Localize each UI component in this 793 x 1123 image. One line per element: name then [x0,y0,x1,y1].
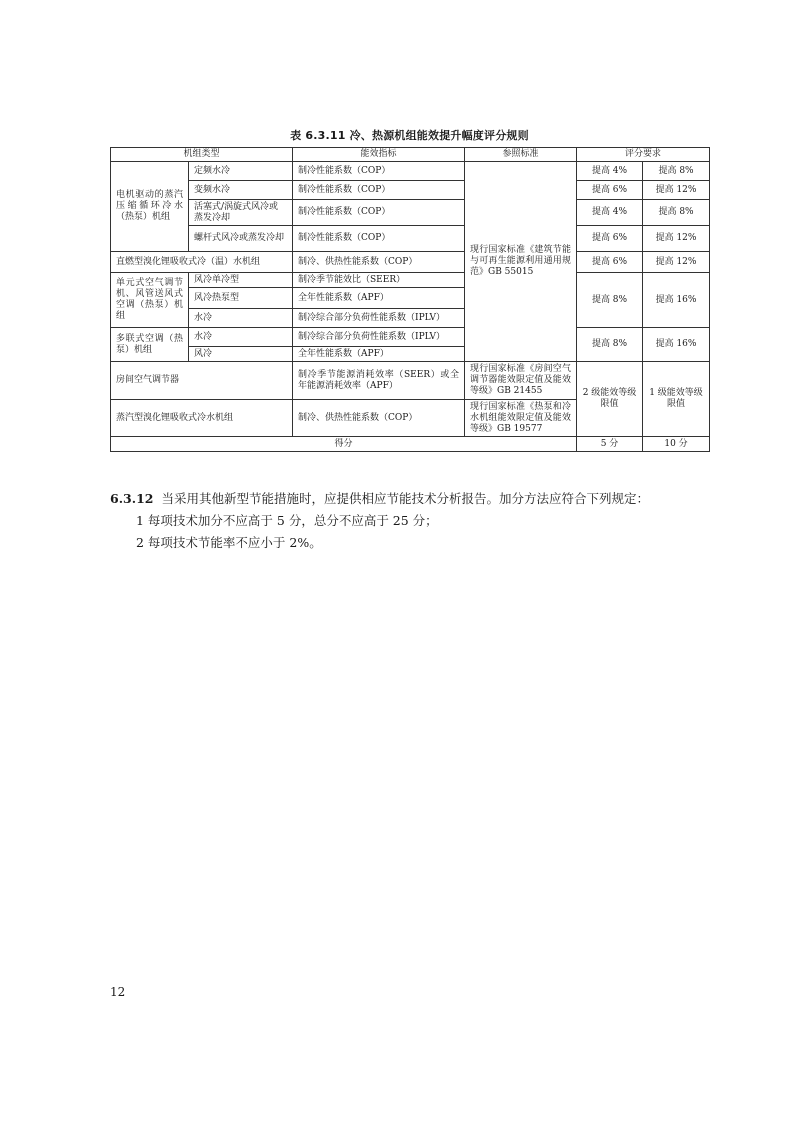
req2-cell: 提高 16% [643,273,710,328]
table-row [111,362,710,400]
score-row [111,437,710,452]
req2-cell: 提高 16% [643,328,710,362]
req1-cell: 提高 4% [577,162,643,181]
index-cell: 制冷季节能源消耗效率（SEER）或全年能源消耗效率（APF） [293,362,465,400]
ref-cell: 现行国家标准《房间空气调节器能效限定值及能效等级》GB 21455 [465,362,577,400]
sub-type: 水冷 [189,309,293,328]
sub-type: 变频水冷 [189,181,293,200]
req2-cell: 提高 8% [643,200,710,226]
req1-cell: 2 级能效等级限值 [577,362,643,437]
index-cell: 制冷性能系数（COP） [293,162,465,181]
index-cell: 制冷综合部分负荷性能系数（IPLV） [293,328,465,347]
table-row [111,181,710,200]
req2-cell: 提高 12% [643,252,710,273]
sub-type: 水冷 [189,328,293,347]
index-cell: 制冷性能系数（COP） [293,181,465,200]
score2-cell: 10 分 [643,437,710,452]
index-cell: 制冷、供热性能系数（COP） [293,400,465,437]
sub-type: 风冷单冷型 [189,273,293,288]
header-score-req: 评分要求 [577,148,710,162]
list-item: 2 每项技术节能率不应小于 2%。 [136,535,322,550]
table-caption: 表 6.3.11 冷、热源机组能效提升幅度评分规则 [290,129,529,142]
req1-cell: 提高 4% [577,200,643,226]
req2-cell: 提高 12% [643,181,710,200]
group-unitary: 单元式空气调节机、风管送风式空调（热泵）机组 [111,273,189,328]
req2-cell: 提高 12% [643,226,710,252]
index-cell: 制冷性能系数（COP） [293,200,465,226]
header-index: 能效指标 [293,148,465,162]
score1-cell: 5 分 [577,437,643,452]
table-row [111,226,710,252]
table-row [111,162,710,181]
section-text: 当采用其他新型节能措施时，应提供相应节能技术分析报告。加分方法应符合下列规定： [161,491,649,506]
sub-type: 定频水冷 [189,162,293,181]
page-number: 12 [110,985,126,999]
index-cell: 制冷季节能效比（SEER） [293,273,465,288]
section-number: 6.3.12 [110,491,154,506]
header-ref: 参照标准 [465,148,577,162]
index-cell: 制冷、供热性能系数（COP） [293,252,465,273]
req1-cell: 提高 8% [577,328,643,362]
sub-type: 活塞式/涡旋式风冷或蒸发冷却 [189,200,293,226]
table-header-row [111,148,710,162]
index-cell: 制冷综合部分负荷性能系数（IPLV） [293,309,465,328]
header-type: 机组类型 [111,148,293,162]
table-row [111,200,710,226]
index-cell: 全年性能系数（APF） [293,288,465,309]
list-item: 1 每项技术加分不应高于 5 分，总分不应高于 25 分； [136,513,438,528]
table-row [111,273,710,288]
req1-cell: 提高 8% [577,273,643,328]
req2-cell: 提高 8% [643,162,710,181]
sub-type: 风冷 [189,347,293,362]
group-vrf: 多联式空调（热泵）机组 [111,328,189,362]
req1-cell: 提高 6% [577,252,643,273]
section-6-3-12 [110,488,710,554]
ref-cell: 现行国家标准《热泵和冷水机组能效限定值及能效等级》GB 19577 [465,400,577,437]
table-row [111,252,710,273]
ref-main: 现行国家标准《建筑节能与可再生能源利用通用规范》GB 55015 [465,162,577,362]
sub-type: 螺杆式风冷或蒸发冷却 [189,226,293,252]
group-electric: 电机驱动的蒸汽压缩循环冷水（热泵）机组 [111,162,189,252]
table-row [111,328,710,347]
index-cell: 制冷性能系数（COP） [293,226,465,252]
score-label: 得分 [111,437,577,452]
type-room-ac: 房间空气调节器 [111,362,293,400]
req2-cell: 1 级能效等级限值 [643,362,710,437]
type-steam: 蒸汽型溴化锂吸收式冷水机组 [111,400,293,437]
req1-cell: 提高 6% [577,226,643,252]
sub-type: 风冷热泵型 [189,288,293,309]
req1-cell: 提高 6% [577,181,643,200]
type-direct-fired: 直燃型溴化锂吸收式冷（温）水机组 [111,252,293,273]
section-paragraph [110,488,710,510]
index-cell: 全年性能系数（APF） [293,347,465,362]
scoring-rules-table [110,147,710,452]
